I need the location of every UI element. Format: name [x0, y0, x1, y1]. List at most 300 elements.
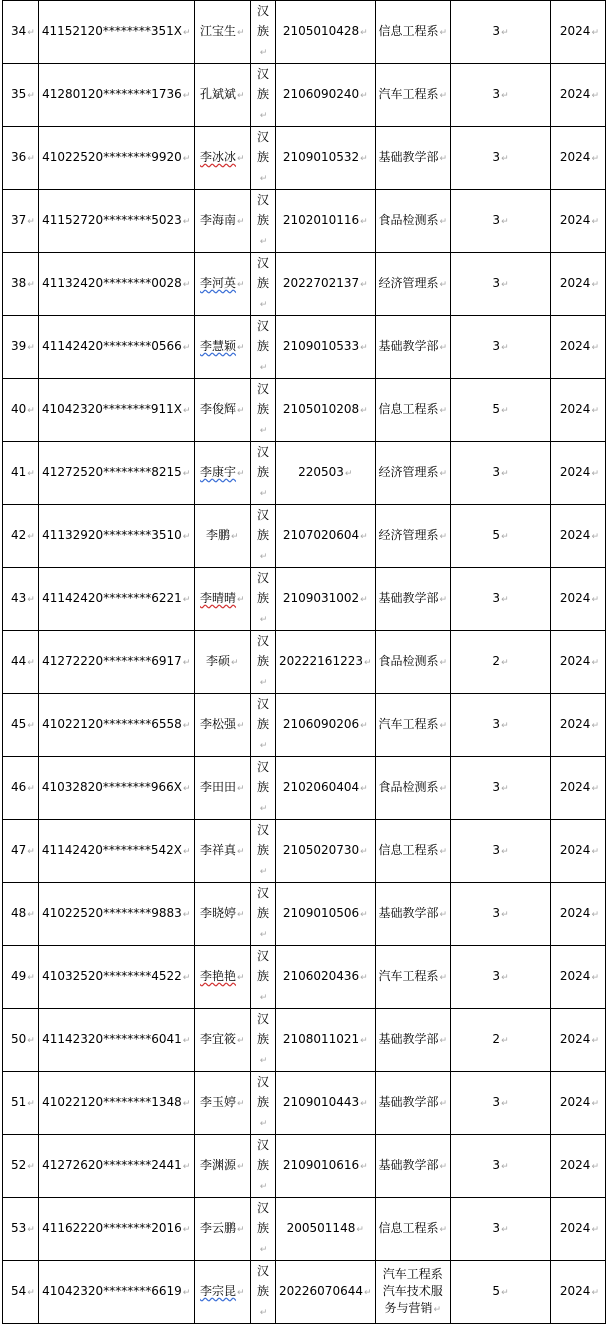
paragraph-mark-icon: ↵	[591, 658, 599, 668]
years-cell	[451, 379, 551, 442]
id-number-cell	[38, 1261, 194, 1324]
student-number-cell	[276, 631, 376, 694]
paragraph-mark-icon: ↵	[356, 1225, 364, 1235]
paragraph-mark-icon: ↵	[591, 406, 599, 416]
department-text: 基础教学部	[378, 1095, 439, 1109]
paragraph-mark-icon: ↵	[501, 784, 509, 794]
years-text: 3	[492, 276, 501, 290]
year-text: 2024	[559, 906, 591, 920]
row-number-cell	[3, 316, 39, 379]
row-number-text: 53	[11, 1221, 27, 1235]
paragraph-mark-icon: ↵	[439, 973, 448, 983]
ethnicity-text: 汉族	[256, 382, 269, 416]
name-text: 李松强	[200, 717, 237, 731]
paragraph-mark-icon: ↵	[27, 721, 35, 731]
student-number-text: 2107020604	[282, 528, 360, 542]
name-text: 李康宇	[200, 465, 237, 479]
paragraph-mark-icon: ↵	[237, 1288, 245, 1298]
id-number-text: 41132920********3510	[42, 528, 182, 542]
department-cell	[375, 1135, 451, 1198]
row-number-cell	[3, 379, 39, 442]
table-row	[3, 1261, 606, 1324]
id-number-text: 41272220********6917	[42, 654, 182, 668]
paragraph-mark-icon: ↵	[591, 91, 599, 101]
paragraph-mark-icon: ↵	[259, 1182, 268, 1192]
id-number-cell	[38, 757, 194, 820]
paragraph-mark-icon: ↵	[501, 721, 509, 731]
paragraph-mark-icon: ↵	[182, 343, 191, 353]
paragraph-mark-icon: ↵	[360, 847, 368, 857]
years-text: 3	[492, 150, 501, 164]
id-number-cell	[38, 379, 194, 442]
paragraph-mark-icon: ↵	[259, 489, 268, 499]
id-number-text: 41032520********4522	[42, 969, 182, 983]
department-text: 基础教学部	[378, 906, 439, 920]
year-text: 2024	[559, 1032, 591, 1046]
paragraph-mark-icon: ↵	[182, 91, 191, 101]
row-number-text: 47	[11, 843, 27, 857]
student-number-text: 2108011021	[282, 1032, 360, 1046]
table-row	[3, 1009, 606, 1072]
paragraph-mark-icon: ↵	[182, 721, 191, 731]
paragraph-mark-icon: ↵	[439, 1099, 448, 1109]
paragraph-mark-icon: ↵	[27, 1225, 35, 1235]
year-cell	[550, 757, 605, 820]
name-cell	[194, 946, 250, 1009]
row-number-cell	[3, 1072, 39, 1135]
student-number-text: 2109010506	[282, 906, 360, 920]
department-text: 信息工程系	[378, 1221, 439, 1235]
year-cell	[550, 505, 605, 568]
paragraph-mark-icon: ↵	[237, 721, 245, 731]
ethnicity-text: 汉族	[256, 1075, 269, 1109]
ethnicity-cell	[250, 694, 275, 757]
id-number-cell	[38, 694, 194, 757]
row-number-cell	[3, 505, 39, 568]
student-number-text: 2105010208	[282, 402, 360, 416]
department-cell	[375, 1072, 451, 1135]
name-text: 李宜筱	[200, 1032, 237, 1046]
paragraph-mark-icon: ↵	[501, 847, 509, 857]
department-cell	[375, 442, 451, 505]
paragraph-mark-icon: ↵	[259, 804, 268, 814]
row-number-cell	[3, 253, 39, 316]
paragraph-mark-icon: ↵	[591, 1036, 599, 1046]
id-number-cell	[38, 1135, 194, 1198]
id-number-text: 41042320********6619	[42, 1284, 182, 1298]
year-text: 2024	[559, 780, 591, 794]
ethnicity-text: 汉族	[256, 67, 269, 101]
years-cell	[451, 568, 551, 631]
paragraph-mark-icon: ↵	[591, 721, 599, 731]
row-number-text: 54	[11, 1284, 27, 1298]
student-number-cell	[276, 1072, 376, 1135]
table-row	[3, 1198, 606, 1261]
paragraph-mark-icon: ↵	[182, 217, 191, 227]
ethnicity-cell	[250, 253, 275, 316]
paragraph-mark-icon: ↵	[237, 406, 245, 416]
years-text: 3	[492, 591, 501, 605]
paragraph-mark-icon: ↵	[237, 217, 245, 227]
id-number-cell	[38, 946, 194, 1009]
paragraph-mark-icon: ↵	[237, 154, 245, 164]
year-cell	[550, 190, 605, 253]
paragraph-mark-icon: ↵	[259, 174, 268, 184]
paragraph-mark-icon: ↵	[259, 48, 268, 58]
row-number-cell	[3, 820, 39, 883]
paragraph-mark-icon: ↵	[259, 1056, 268, 1066]
paragraph-mark-icon: ↵	[591, 217, 599, 227]
ethnicity-text: 汉族	[256, 571, 269, 605]
student-number-cell	[276, 1261, 376, 1324]
student-number-cell	[276, 64, 376, 127]
ethnicity-cell	[250, 127, 275, 190]
student-table	[2, 0, 606, 1324]
paragraph-mark-icon: ↵	[259, 615, 268, 625]
student-number-cell	[276, 568, 376, 631]
id-number-cell	[38, 1009, 194, 1072]
years-text: 3	[492, 24, 501, 38]
paragraph-mark-icon: ↵	[237, 910, 245, 920]
department-text: 汽车工程系	[378, 969, 439, 983]
id-number-cell	[38, 568, 194, 631]
department-cell	[375, 1009, 451, 1072]
id-number-cell	[38, 64, 194, 127]
ethnicity-cell	[250, 883, 275, 946]
years-cell	[451, 1, 551, 64]
ethnicity-cell	[250, 757, 275, 820]
year-text: 2024	[559, 87, 591, 101]
paragraph-mark-icon: ↵	[237, 1099, 245, 1109]
row-number-text: 37	[11, 213, 27, 227]
paragraph-mark-icon: ↵	[439, 721, 448, 731]
year-text: 2024	[559, 591, 591, 605]
name-cell	[194, 1135, 250, 1198]
year-text: 2024	[559, 339, 591, 353]
row-number-text: 35	[11, 87, 27, 101]
years-text: 3	[492, 717, 501, 731]
name-cell	[194, 1072, 250, 1135]
student-number-cell	[276, 442, 376, 505]
paragraph-mark-icon: ↵	[259, 930, 268, 940]
table-row	[3, 316, 606, 379]
paragraph-mark-icon: ↵	[182, 1099, 191, 1109]
ethnicity-text: 汉族	[256, 445, 269, 479]
ethnicity-text: 汉族	[256, 1012, 269, 1046]
paragraph-mark-icon: ↵	[237, 469, 245, 479]
paragraph-mark-icon: ↵	[237, 847, 245, 857]
paragraph-mark-icon: ↵	[439, 784, 448, 794]
name-text: 李宗昆	[200, 1284, 237, 1298]
id-number-text: 41022520********9883	[42, 906, 182, 920]
department-cell	[375, 505, 451, 568]
year-text: 2024	[559, 1158, 591, 1172]
student-number-text: 2109010616	[282, 1158, 360, 1172]
paragraph-mark-icon: ↵	[27, 1036, 35, 1046]
paragraph-mark-icon: ↵	[501, 469, 509, 479]
ethnicity-text: 汉族	[256, 130, 269, 164]
paragraph-mark-icon: ↵	[182, 973, 191, 983]
paragraph-mark-icon: ↵	[27, 469, 35, 479]
ethnicity-cell	[250, 1261, 275, 1324]
paragraph-mark-icon: ↵	[237, 28, 245, 38]
id-number-text: 41272620********2441	[42, 1158, 182, 1172]
row-number-text: 41	[11, 465, 27, 479]
name-text: 李硕	[206, 654, 231, 668]
year-text: 2024	[559, 276, 591, 290]
years-cell	[451, 190, 551, 253]
student-number-text: 2106020436	[282, 969, 360, 983]
paragraph-mark-icon: ↵	[27, 1162, 35, 1172]
department-cell	[375, 820, 451, 883]
paragraph-mark-icon: ↵	[259, 300, 268, 310]
department-text: 信息工程系	[378, 24, 439, 38]
id-number-cell	[38, 505, 194, 568]
name-cell	[194, 1009, 250, 1072]
paragraph-mark-icon: ↵	[591, 532, 599, 542]
student-number-text: 220503	[298, 465, 344, 479]
paragraph-mark-icon: ↵	[591, 784, 599, 794]
id-number-cell	[38, 253, 194, 316]
id-number-text: 41142320********6041	[42, 1032, 182, 1046]
paragraph-mark-icon: ↵	[360, 406, 368, 416]
paragraph-mark-icon: ↵	[231, 532, 239, 542]
student-number-cell	[276, 757, 376, 820]
name-text: 李河英	[200, 276, 237, 290]
department-cell	[375, 757, 451, 820]
year-cell	[550, 1261, 605, 1324]
paragraph-mark-icon: ↵	[259, 993, 268, 1003]
student-number-text: 2105020730	[282, 843, 360, 857]
paragraph-mark-icon: ↵	[501, 910, 509, 920]
name-cell	[194, 442, 250, 505]
id-number-cell	[38, 883, 194, 946]
row-number-cell	[3, 883, 39, 946]
paragraph-mark-icon: ↵	[501, 343, 509, 353]
year-cell	[550, 253, 605, 316]
table-row	[3, 253, 606, 316]
paragraph-mark-icon: ↵	[591, 1288, 599, 1298]
year-cell	[550, 820, 605, 883]
table-row	[3, 568, 606, 631]
ethnicity-cell	[250, 505, 275, 568]
name-cell	[194, 64, 250, 127]
department-text: 基础教学部	[378, 339, 439, 353]
row-number-cell	[3, 442, 39, 505]
paragraph-mark-icon: ↵	[360, 1162, 368, 1172]
student-number-text: 2109010533	[282, 339, 360, 353]
department-text: 汽车工程系	[378, 87, 439, 101]
table-row	[3, 127, 606, 190]
paragraph-mark-icon: ↵	[591, 280, 599, 290]
student-number-cell	[276, 253, 376, 316]
paragraph-mark-icon: ↵	[183, 406, 191, 416]
student-number-text: 200501148	[286, 1221, 356, 1235]
id-number-text: 41022520********9920	[42, 150, 182, 164]
paragraph-mark-icon: ↵	[182, 910, 191, 920]
year-text: 2024	[559, 402, 591, 416]
row-number-text: 40	[11, 402, 27, 416]
id-number-text: 41022120********1348	[42, 1095, 182, 1109]
paragraph-mark-icon: ↵	[363, 658, 372, 668]
department-text: 经济管理系	[378, 276, 439, 290]
row-number-cell	[3, 1261, 39, 1324]
year-text: 2024	[559, 150, 591, 164]
paragraph-mark-icon: ↵	[182, 469, 191, 479]
ethnicity-text: 汉族	[256, 823, 269, 857]
ethnicity-text: 汉族	[256, 319, 269, 353]
ethnicity-cell	[250, 1135, 275, 1198]
row-number-cell	[3, 757, 39, 820]
years-text: 3	[492, 780, 501, 794]
ethnicity-text: 汉族	[256, 634, 269, 668]
row-number-cell	[3, 568, 39, 631]
name-cell	[194, 757, 250, 820]
row-number-cell	[3, 190, 39, 253]
ethnicity-text: 汉族	[256, 760, 269, 794]
years-text: 3	[492, 465, 501, 479]
name-text: 李海南	[200, 213, 237, 227]
row-number-cell	[3, 127, 39, 190]
id-number-cell	[38, 1, 194, 64]
department-cell	[375, 568, 451, 631]
department-text: 经济管理系	[378, 528, 439, 542]
paragraph-mark-icon: ↵	[501, 280, 509, 290]
paragraph-mark-icon: ↵	[501, 154, 509, 164]
paragraph-mark-icon: ↵	[360, 910, 368, 920]
name-cell	[194, 379, 250, 442]
paragraph-mark-icon: ↵	[591, 469, 599, 479]
student-number-cell	[276, 316, 376, 379]
row-number-text: 36	[11, 150, 27, 164]
name-text: 李祥真	[200, 843, 237, 857]
paragraph-mark-icon: ↵	[360, 721, 368, 731]
paragraph-mark-icon: ↵	[182, 154, 191, 164]
department-cell	[375, 379, 451, 442]
student-number-cell	[276, 190, 376, 253]
row-number-text: 43	[11, 591, 27, 605]
table-row	[3, 946, 606, 1009]
paragraph-mark-icon: ↵	[439, 217, 448, 227]
paragraph-mark-icon: ↵	[182, 1225, 191, 1235]
years-text: 5	[492, 402, 501, 416]
years-text: 3	[492, 87, 501, 101]
student-number-cell	[276, 946, 376, 1009]
id-number-text: 41162220********2016	[42, 1221, 182, 1235]
id-number-text: 41142420********6221	[42, 591, 182, 605]
paragraph-mark-icon: ↵	[591, 154, 599, 164]
paragraph-mark-icon: ↵	[591, 1162, 599, 1172]
paragraph-mark-icon: ↵	[27, 406, 35, 416]
year-text: 2024	[559, 528, 591, 542]
years-cell	[451, 946, 551, 1009]
student-number-cell	[276, 883, 376, 946]
row-number-cell	[3, 1198, 39, 1261]
student-number-text: 2105010428	[282, 24, 360, 38]
years-cell	[451, 883, 551, 946]
department-cell	[375, 253, 451, 316]
row-number-text: 38	[11, 276, 27, 290]
row-number-text: 34	[11, 24, 27, 38]
year-cell	[550, 946, 605, 1009]
paragraph-mark-icon: ↵	[237, 280, 245, 290]
paragraph-mark-icon: ↵	[360, 28, 368, 38]
row-number-text: 49	[11, 969, 27, 983]
ethnicity-cell	[250, 568, 275, 631]
department-text: 食品检测系	[378, 780, 439, 794]
id-number-text: 41022120********6558	[42, 717, 182, 731]
paragraph-mark-icon: ↵	[360, 973, 368, 983]
year-cell	[550, 442, 605, 505]
paragraph-mark-icon: ↵	[237, 973, 245, 983]
paragraph-mark-icon: ↵	[182, 1036, 191, 1046]
paragraph-mark-icon: ↵	[237, 343, 245, 353]
paragraph-mark-icon: ↵	[237, 784, 245, 794]
paragraph-mark-icon: ↵	[231, 658, 239, 668]
paragraph-mark-icon: ↵	[363, 1288, 372, 1298]
years-cell	[451, 127, 551, 190]
year-text: 2024	[559, 1221, 591, 1235]
paragraph-mark-icon: ↵	[360, 217, 368, 227]
ethnicity-text: 汉族	[256, 697, 269, 731]
student-number-cell	[276, 820, 376, 883]
year-text: 2024	[559, 717, 591, 731]
ethnicity-cell	[250, 64, 275, 127]
department-cell	[375, 1, 451, 64]
ethnicity-text: 汉族	[256, 4, 269, 38]
paragraph-mark-icon: ↵	[27, 658, 35, 668]
table-row	[3, 1135, 606, 1198]
paragraph-mark-icon: ↵	[182, 595, 191, 605]
paragraph-mark-icon: ↵	[259, 1308, 268, 1318]
paragraph-mark-icon: ↵	[259, 552, 268, 562]
student-number-text: 2109010443	[282, 1095, 360, 1109]
year-cell	[550, 1072, 605, 1135]
year-cell	[550, 1, 605, 64]
ethnicity-text: 汉族	[256, 256, 269, 290]
paragraph-mark-icon: ↵	[439, 847, 448, 857]
paragraph-mark-icon: ↵	[237, 1036, 245, 1046]
name-text: 李艳艳	[200, 969, 237, 983]
years-cell	[451, 631, 551, 694]
student-number-cell	[276, 1, 376, 64]
ethnicity-text: 汉族	[256, 193, 269, 227]
years-cell	[451, 1072, 551, 1135]
paragraph-mark-icon: ↵	[439, 280, 448, 290]
paragraph-mark-icon: ↵	[501, 1099, 509, 1109]
paragraph-mark-icon: ↵	[183, 28, 191, 38]
paragraph-mark-icon: ↵	[439, 469, 448, 479]
year-text: 2024	[559, 24, 591, 38]
department-cell	[375, 190, 451, 253]
paragraph-mark-icon: ↵	[183, 784, 191, 794]
paragraph-mark-icon: ↵	[360, 784, 368, 794]
paragraph-mark-icon: ↵	[259, 237, 268, 247]
years-text: 5	[492, 1284, 501, 1298]
table-row	[3, 442, 606, 505]
table-row	[3, 379, 606, 442]
student-number-cell	[276, 1135, 376, 1198]
paragraph-mark-icon: ↵	[360, 280, 368, 290]
paragraph-mark-icon: ↵	[183, 847, 191, 857]
paragraph-mark-icon: ↵	[259, 426, 268, 436]
paragraph-mark-icon: ↵	[501, 1162, 509, 1172]
paragraph-mark-icon: ↵	[501, 595, 509, 605]
years-text: 3	[492, 213, 501, 227]
paragraph-mark-icon: ↵	[591, 1099, 599, 1109]
id-number-cell	[38, 631, 194, 694]
name-cell	[194, 316, 250, 379]
